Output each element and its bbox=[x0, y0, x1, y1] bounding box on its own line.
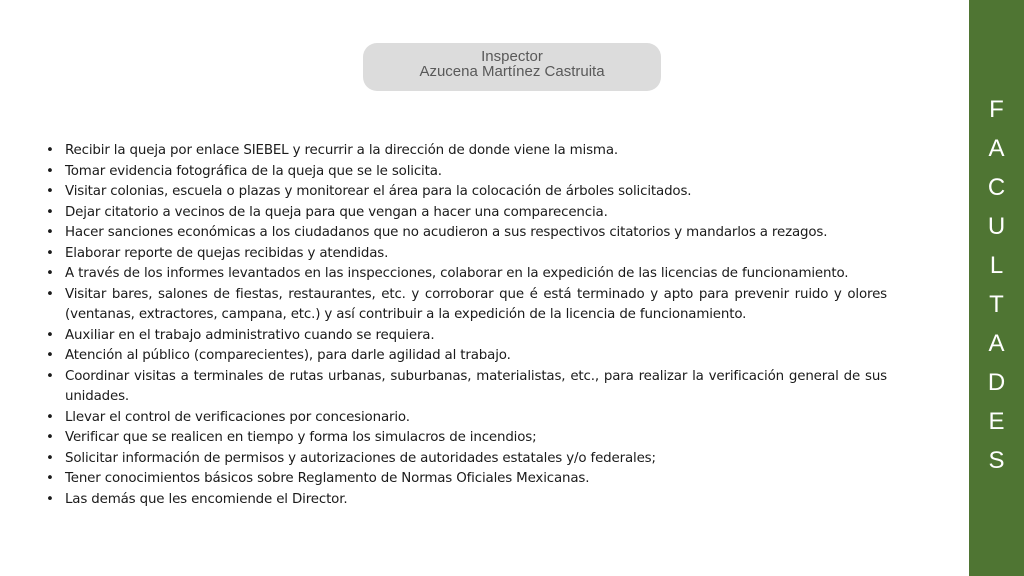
list-item bbox=[46, 223, 887, 244]
list-item-text: Atención al público (comparecientes), para darle agilidad al trabajo. bbox=[65, 348, 511, 363]
bullet: • bbox=[46, 430, 54, 445]
list-item bbox=[46, 203, 887, 224]
list-item-text: Hacer sanciones económicas a los ciudadanos que no acudieron a sus respectivos citatorios y mandarlos a rezagos. bbox=[65, 225, 828, 240]
bullet: • bbox=[46, 245, 54, 261]
list-item-text: Auxiliar en el trabajo administrativo cuando se requiera. bbox=[65, 327, 435, 343]
duties-section bbox=[46, 141, 887, 510]
list-item-text: A través de los informes levantados en las inspecciones, colaborar en la expedición de las licencias de funcionamiento. bbox=[65, 266, 849, 281]
list-item-text: Solicitar información de permisos y autorizaciones de autoridades estatales y/o federales; bbox=[65, 450, 656, 466]
list-item-text: Verificar que se realicen en tiempo y forma los simulacros de incendios; bbox=[65, 430, 537, 445]
list-item-text: Recibir la queja por enlace SIEBEL y recurrir a la dirección de donde viene la misma. bbox=[65, 143, 618, 158]
list-item bbox=[46, 367, 887, 408]
bullet: • bbox=[46, 163, 54, 179]
list-item bbox=[46, 285, 887, 326]
bullet: • bbox=[46, 348, 54, 363]
side-letter: D bbox=[987, 369, 1006, 396]
list-item-text: Las demás que les encomiende el Director. bbox=[65, 491, 348, 507]
list-item-text: Tener conocimientos básicos sobre Reglamento de Normas Oficiales Mexicanas. bbox=[65, 471, 590, 486]
list-item bbox=[46, 182, 887, 203]
list-item-text: Elaborar reporte de quejas recibidas y atendidas. bbox=[65, 245, 389, 261]
list-item-text: Tomar evidencia fotográfica de la queja que se le solicita. bbox=[65, 163, 442, 179]
duties-list bbox=[46, 141, 887, 510]
side-letter: S bbox=[988, 447, 1005, 474]
bullet: • bbox=[46, 471, 54, 486]
bullet: • bbox=[46, 266, 54, 281]
list-item bbox=[46, 428, 887, 449]
side-title-facultades bbox=[969, 90, 1024, 480]
side-letter: F bbox=[989, 96, 1004, 123]
list-item-text: Dejar citatorio a vecinos de la queja para que vengan a hacer una comparecencia. bbox=[65, 204, 608, 220]
list-item bbox=[46, 244, 887, 265]
list-item bbox=[46, 264, 887, 285]
list-item bbox=[46, 408, 887, 429]
bullet: • bbox=[46, 409, 54, 425]
list-item-text: Visitar bares, salones de fiestas, restaurantes, etc. y corroborar que é está terminado y apto para prevenir ruido y olores (ventanas, extractores, campana, etc.) y así contribuir a la expedición de la licencia de funcionamiento. bbox=[65, 286, 887, 322]
bullet: • bbox=[46, 286, 54, 302]
list-item-text: Visitar colonias, escuela o plazas y monitorear el área para la colocación de árboles solicitados. bbox=[65, 184, 692, 199]
list-item bbox=[46, 141, 887, 162]
list-item bbox=[46, 326, 887, 347]
list-item bbox=[46, 346, 887, 367]
bullet: • bbox=[46, 143, 54, 158]
side-letter: U bbox=[987, 213, 1006, 240]
side-bar bbox=[969, 0, 1024, 576]
list-item-text: Coordinar visitas a terminales de rutas urbanas, suburbanas, materialistas, etc., para realizar la verificación general de sus unidades. bbox=[65, 368, 887, 404]
bullet: • bbox=[46, 327, 54, 343]
bullet: • bbox=[46, 450, 54, 466]
list-item bbox=[46, 490, 887, 511]
bullet: • bbox=[46, 225, 54, 240]
list-item bbox=[46, 469, 887, 490]
list-item bbox=[46, 449, 887, 470]
person-name: Azucena Martínez Castruita bbox=[419, 63, 605, 80]
side-letter: L bbox=[989, 252, 1004, 279]
bullet: • bbox=[46, 368, 54, 384]
side-letter: C bbox=[987, 174, 1006, 201]
bullet: • bbox=[46, 184, 54, 199]
side-letter: A bbox=[988, 330, 1005, 357]
title-box bbox=[363, 43, 661, 91]
side-letter: T bbox=[989, 291, 1004, 318]
role-title: Inspector bbox=[481, 48, 543, 65]
bullet: • bbox=[46, 204, 54, 220]
list-item-text: Llevar el control de verificaciones por concesionario. bbox=[65, 409, 410, 425]
side-letter: A bbox=[988, 135, 1005, 162]
side-letter: E bbox=[988, 408, 1005, 435]
list-item bbox=[46, 162, 887, 183]
bullet: • bbox=[46, 491, 54, 507]
